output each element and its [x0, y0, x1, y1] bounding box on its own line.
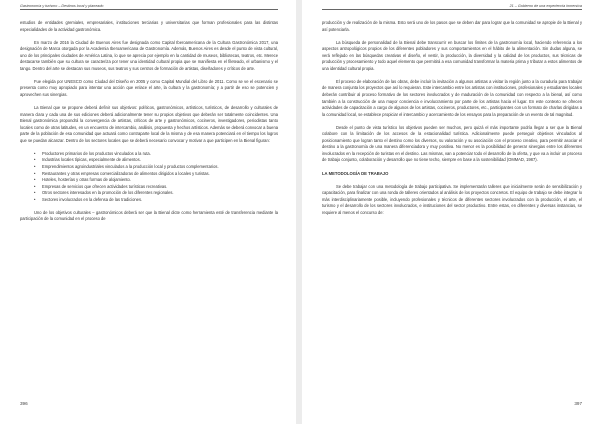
right-running-header: 21 – Gobierno de una experiencia inmersiva — [509, 4, 582, 8]
right-page-number: 397 — [574, 401, 582, 406]
paragraph: estudios de entidades gremiales, empresariales, instituciones terciarias y universitarias que forman profesionales para las distintas especialidades de la actividad gastronómica. — [20, 20, 278, 32]
bullet-list — [20, 151, 278, 203]
left-page — [0, 0, 296, 424]
right-header-rule — [322, 9, 582, 10]
paragraph: El proceso de elaboración de las obras, debe incluir la invitación a algunos artistas a visitar la región junto a la curaduría para trabajar de manera conjunta los proyectos que así lo requieran. Este intercambio entre los artistas con instituciones, profesionales y estudiantes locales deberán contribuir al proceso formativo de los sectores involucrados y de maduración de la comunidad con respecto a la bienal, así como también a la construcción de una mayor conciencia e involucramiento por parte de los artistas hacia el lugar. En este contexto se ofrecen actividades de capacitación a cargo de algunos de los artistas, cocineros, productores, etc., participantes con un formato de charlas dirigidas a la comunidad local, se establece propiciar el intercambio y acercamiento de los ensayos para la preparación de un evento de tal magnitud. — [322, 78, 582, 117]
paragraph: Se debe trabajar con una metodología de trabajo participativa. Se implementarán talleres que inicialmente serán de sensibilización y capacitación, para finalizar con una ronda de talleres orientados al análisis de los proyectos concretos. El equipo de trabajo se debe integrar lo más interdisciplinariamente posible, incluyendo profesionales y técnicos de diferentes sectores involucrados con la producción, el arte, el turismo y el desarrollo de los sectores involucrados, e instituciones del sector productivo. Entre estas, en diferentes y diversas instancias, se requiere al menos el concurso de: — [322, 183, 582, 215]
bullet-item: • Empresas de servicios que ofrecen actividades turísticas recreativas. — [42, 184, 278, 191]
bullet-item: • Industrias locales típicas, especialmente de alimentos. — [42, 157, 278, 164]
left-header-rule — [20, 9, 278, 10]
paragraph: La Bienal que se propone deberá definir sus objetivos: políticos, gastronómicos, artísticos, turísticos, de desarrollo y culturales de manera clara y cada una de sus ediciones deberá adicionalmente tener su propios objetivos que deberán ser totalmente coincidentes. Una Bienal gastronómica propondrá la convergencia de artistas, críticos de arte y gastronómicos, cocineros, investigadores, periodistas tanto locales como de otras latitudes, en un encuentro de intercambio, análisis, propuesta y hechos artísticos. Además se deberá convocar a buena parte de la población de esa comunidad que actuará como contraparte local de la misma y de esa manera potenciará en el tiempo los logros que se puedan alcanzar. Dentro de los sectores locales que se deberá necesario convocar y motivar a que participen en la Bienal figuran: — [20, 105, 278, 143]
right-body-text — [322, 20, 582, 223]
left-page-number: 396 — [20, 401, 28, 406]
bullet-item: • Productores primarios de los productos vinculados a la ruta. — [42, 151, 278, 158]
paragraph: La búsqueda de personalidad de la Bienal debe transcurrir en buscar los límites de la gastronomía local, haciendo referencia a los aspectos antropológicos propios de los diferentes pobladores y sus comportamientos en el hábito de la alimentación. Sin dudas alguna, se verá reflejado en las búsquedas creativas el diseño, el vestir, la producción, la diversidad y la calidad de los productos, sus técnicas de producción y procesamiento y todo aquel elemento que permitirá a esa comunidad transformar la materia prima y tributar a estos alimentos de una identidad cultural propia. — [322, 39, 582, 71]
bullet-item: • Hoteles, hosterías y otras formas de alojamiento. — [42, 177, 278, 184]
paragraph: producción y de realización de la misma. Esto será uno de los pasos que se deben dar para lograr que la comunidad se apropie de la Bienal y así potenciarla. — [322, 20, 582, 32]
paragraph: Desde el punto de vista turístico los objetivos pueden ser muchos, pero quizá el más importante podría llegar a ser que la Bienal colabore con la limitación de los accesos de la estacionalidad turística. Adicionalmente puede perseguir objetivos vinculados al posicionamiento que logran tanto el destino como los diversos, su valoración y su asociación con el proceso creativo, para permitir asociar el destino a la gastronomía de una manera diferenciadora y muy positiva. No menor es la posibilidad de generar sinergias entre los diferentes involucrados en la recepción de turistas en el destino. Las mismas, van a potenciar todo el desarrollo de la oferta, y que va a incluir un proceso de trabajo conjunto, colaboración y desarrollo que no tiene techo, siempre en base a la sostenibilidad (OMMAD, 1987). — [322, 124, 582, 163]
paragraph: Uno de los objetivos culturales – gastronómicos deberá ser que la Bienal dicte como herramienta esté de transferencia mediante la participación de la comunidad en el proceso de — [20, 209, 278, 222]
left-body-text — [20, 20, 278, 230]
bullet-item: • Restaurantes y otras empresas comercializadoras de alimentos dirigidos a locales y turistas. — [42, 171, 278, 178]
left-running-header: Gastronomía y turismo – Destinos local y planeado — [20, 4, 104, 8]
bullet-item: • Emprendimientos agroindustriales vinculados a la producción local y productos complementarios. — [42, 164, 278, 171]
bullet-item: • Sectores involucrados en la defensa de las tradiciones. — [42, 197, 278, 204]
section-heading: LA METODOLOGÍA DE TRABAJO — [322, 170, 389, 176]
bullet-item: • Otros sectores interesados en la promoción de los diferentes regionales. — [42, 190, 278, 197]
paragraph: Fue elegida por UNESCO como Ciudad del Diseño en 2005 y como Capital Mundial del Libro de 2011. Como se ve el escenario se presenta como muy apropiado para intentar una acción que enlace el arte, la cultura y la gastronomía; y a partir de eso se potencien y aprovechen sus sinergias. — [20, 78, 278, 98]
paragraph: En marzo de 2016 la Ciudad de Buenos Aires fue designada como Capital Iberoamericana de la Cultura Gastronómica 2017, una designación de Marca otorgada por la Academia Iberoamericana de Gastronomía. Además, Buenos Aires es desde el punto de vista cultural, uno de los principales ciudades de América Latina, lo que se aprecia por ejemplo en la cantidad de museos, bibliotecas, teatros, etc. Merece destacarse también que su cultura se caracteriza por tener una identidad cultural propia que se manifiesta en el fileteado, el urbanismo y el tango. Dentro del arte se destacan sus museos, sus teatros y sus centros de formación de artistas, diseñadores y críticos de arte. — [20, 39, 278, 71]
right-page — [302, 0, 600, 424]
